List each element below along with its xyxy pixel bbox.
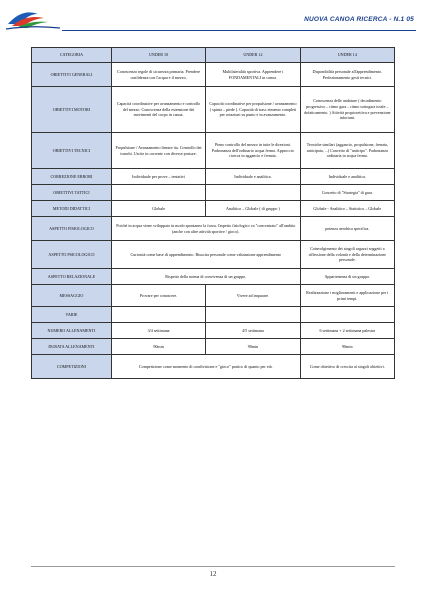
table-row xyxy=(32,201,395,217)
canoe-federation-logo xyxy=(4,4,62,32)
table-cell: 3/4 settimana xyxy=(111,323,205,339)
table-cell: Analitico – Globale ( di gruppo ) xyxy=(206,201,300,217)
table-row xyxy=(32,323,395,339)
row-label: METODI DIDATTICI xyxy=(32,201,112,217)
table-row xyxy=(32,307,395,323)
table-cell: Capacità coordinative per propulsione / avanzamento ( spinta – piede ). Capacità di trasc eimento completi per rotazioni su punto e in avanzamento. xyxy=(206,87,300,133)
table-cell: Globale - Analitico – Statistico – Globale xyxy=(300,201,394,217)
table-row xyxy=(32,269,395,285)
row-label: DURATA ALLENAMENTI xyxy=(32,339,112,355)
table-cell: Curiosità come base di apprendimento. Riuscita personale come valutazione apprendimento xyxy=(111,241,300,269)
table-row xyxy=(32,185,395,201)
page-header xyxy=(0,0,426,36)
row-label: ASPETTO RELAZIONALE xyxy=(32,269,112,285)
table-cell: Vivere ad imparare. xyxy=(206,285,300,307)
table-cell: 6 settimana + 2 settimana palestra xyxy=(300,323,394,339)
table-row xyxy=(32,355,395,379)
footer-divider xyxy=(31,566,395,567)
table-cell: 90min xyxy=(111,339,205,355)
row-label: MESSAGGIO xyxy=(32,285,112,307)
table-cell: Realizzazione i miglioramenti e applicazione per i primi tempi. xyxy=(300,285,394,307)
row-label: OBIETTIVI TECNICI xyxy=(32,133,112,169)
table-row xyxy=(32,339,395,355)
table-cell: Tecniche similari (aggancio, propulsione, frenata, anticipata, ...) Concetto di "anticipo". Padronanza ordinaria in acqua ferma. xyxy=(300,133,394,169)
table-cell xyxy=(111,185,205,201)
table-cell: Conoscenza delle andature ( decadimento progressivo – ritmo gara – ritmo sottogara totale – defaticamento. ) Attività propiocettiva e prevenzione infortuni. xyxy=(300,87,394,133)
table-row xyxy=(32,87,395,133)
table-cell: Individuale e analitica. xyxy=(300,169,394,185)
table-cell: Concetto di "Strategia" di gara. xyxy=(300,185,394,201)
column-header-under10: UNDER 10 xyxy=(111,48,205,63)
header-title: NUOVA CANOA RICERCA - N.1 05 xyxy=(304,16,414,23)
table-cell xyxy=(111,307,205,323)
row-label: OBIETTIVI TATTICI xyxy=(32,185,112,201)
table-cell: Competizione come momento di condivisione e "gioco" pratico di quanto per età. xyxy=(111,355,300,379)
row-label: CORREZIONE ERRORI xyxy=(32,169,112,185)
table-cell xyxy=(206,185,300,201)
table-cell: Poiché in acqua viene sviluppato in modo spontaneo la forza, l'aspetto fisiologico va "concentrato" all'ambito (anche con altre attività sportive / gioco). xyxy=(111,217,300,241)
table-cell: Individuale per prove – tentativi xyxy=(111,169,205,185)
header-divider xyxy=(62,30,416,31)
row-label: VARIE xyxy=(32,307,112,323)
column-header-categoria: CATEGORIA xyxy=(32,48,112,63)
table-cell: 90min xyxy=(206,339,300,355)
table-row xyxy=(32,285,395,307)
row-label: ASPETTO FISIOLOGICO xyxy=(32,217,112,241)
table-cell: Disponibilità personale all'apprendimento. Perfezionamento gesti tecnici. xyxy=(300,63,394,87)
table-row xyxy=(32,217,395,241)
table-row xyxy=(32,63,395,87)
table-cell: Come obiettivo di crescita ai singoli obiettivi. xyxy=(300,355,394,379)
table-cell: potenza aerobica specifica. xyxy=(300,217,394,241)
table-row xyxy=(32,133,395,169)
table-cell: Rispetto della norma di convivenza di un gruppo. xyxy=(111,269,300,285)
row-label: OBIETTIVI GENERALI xyxy=(32,63,112,87)
table-cell: Conoscenza regole di sicurezza primaria. Prendere confidenza con l'acqua e il mezzo. xyxy=(111,63,205,87)
table-cell: 90min xyxy=(300,339,394,355)
table-cell: Appartenenza di un gruppo. xyxy=(300,269,394,285)
table-cell: Multilateralità sportiva. Apprendere i FONDAMENTALI in canoa. xyxy=(206,63,300,87)
row-label: COMPETIZIONI xyxy=(32,355,112,379)
row-label: ASPETTO PSICOLOGICO xyxy=(32,241,112,269)
table-header-row xyxy=(32,48,395,63)
table-cell: Propulsione / Avanzamento lineare ita. Controllo dei tranchi. Uscite in corrente con diverse posture. xyxy=(111,133,205,169)
table-cell: Provare per conoscere. xyxy=(111,285,205,307)
table-cell: Capacità coordinative per avanzamento e controllo del mezzo. Conoscenza della estensione dei movimenti del corpo in canoa. xyxy=(111,87,205,133)
row-label: NUMERO ALLENAMENTI xyxy=(32,323,112,339)
table-cell: 4/5 settimana xyxy=(206,323,300,339)
column-header-under12: UNDER 12 xyxy=(206,48,300,63)
table-row xyxy=(32,241,395,269)
training-table xyxy=(31,47,395,379)
table-cell xyxy=(206,307,300,323)
table-cell: Pieno controllo del mezzo in tutte le direzioni. Padronanza dell'ordinario acqua ferma. Approccio ricerca in aggancio e frenata. xyxy=(206,133,300,169)
table-cell: Individuale e analitica. xyxy=(206,169,300,185)
table-cell: Coinvolgimento dei singoli ragazzi soggetti a riflessione della volontà e della determinazione personale. xyxy=(300,241,394,269)
row-label: OBIETTIVI MOTORI xyxy=(32,87,112,133)
page-number: 12 xyxy=(209,570,217,578)
column-header-under14: UNDER 14 xyxy=(300,48,394,63)
table-cell: Globale xyxy=(111,201,205,217)
table-cell xyxy=(300,307,394,323)
table-row xyxy=(32,169,395,185)
